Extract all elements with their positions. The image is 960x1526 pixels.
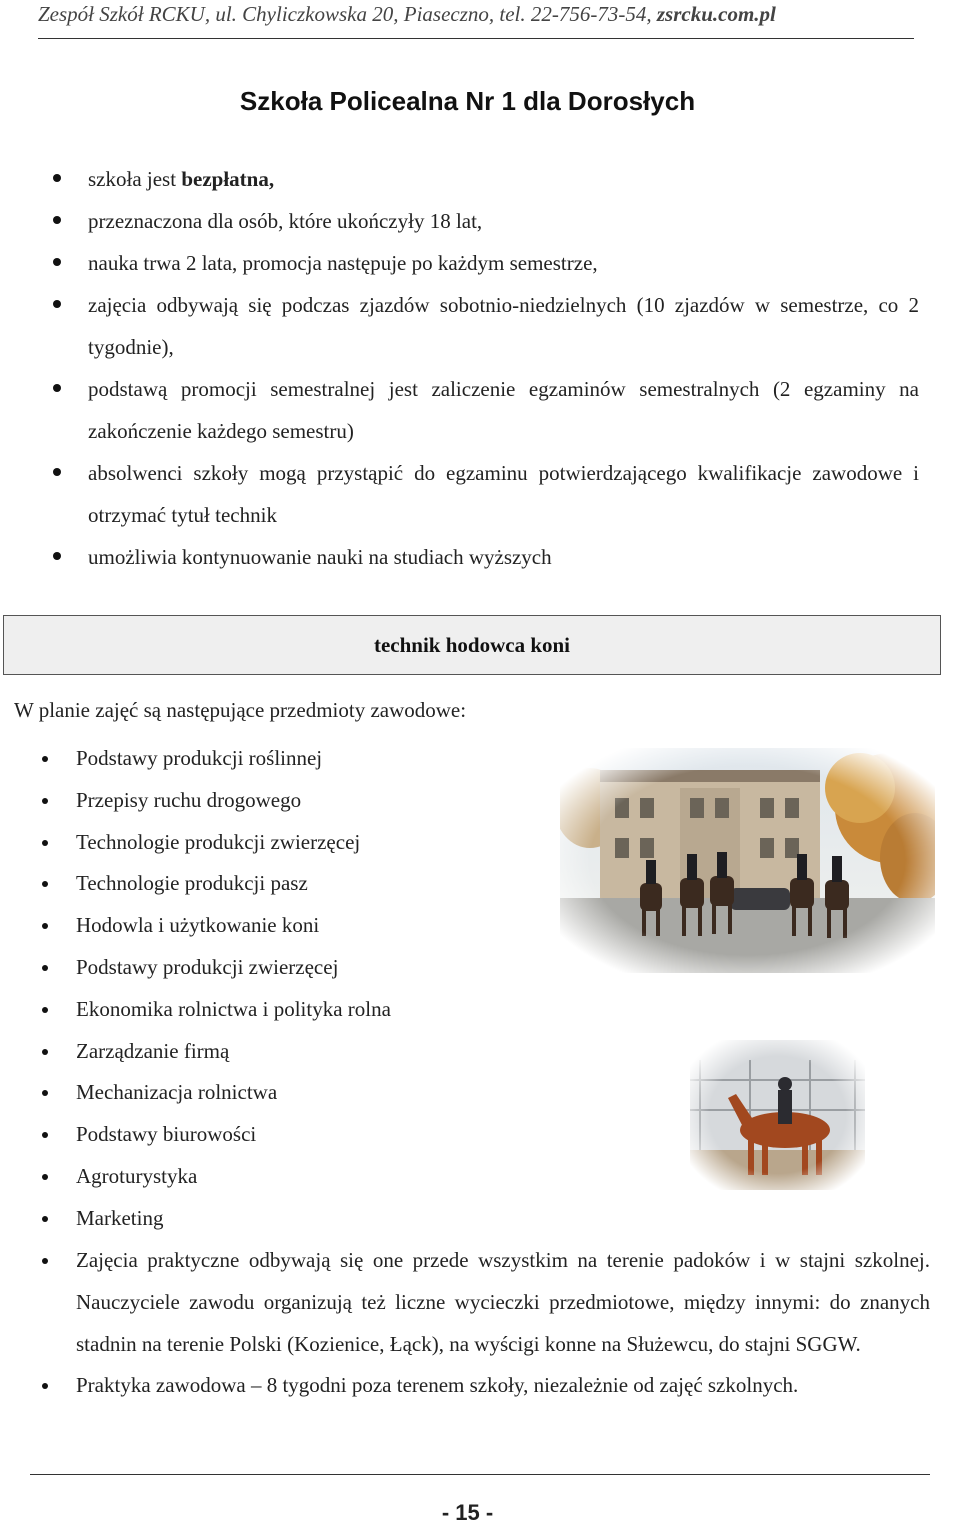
- subject-item: Podstawy produkcji zwierzęcej: [76, 947, 391, 989]
- subject-item: Mechanizacja rolnictwa: [76, 1072, 391, 1114]
- subject-item: Technologie produkcji pasz: [76, 863, 391, 905]
- rider-horse-photo: [690, 1040, 865, 1190]
- section-heading: technik hodowca koni: [3, 615, 941, 675]
- subjects-intro: W planie zajęć są następujące przedmioty zawodowe:: [14, 698, 467, 722]
- subject-item: Zarządzanie firmą: [76, 1031, 391, 1073]
- feature-item: podstawą promocji semestralnej jest zaliczenie egzaminów semestralnych (2 egzaminy na zakończenie każdego semestru): [88, 368, 919, 452]
- header-rule: [38, 38, 914, 39]
- notes-list: [76, 1240, 930, 1407]
- note-item: Zajęcia praktyczne odbywają się one przede wszystkim na terenie padoków i w stajni szkolnej. Nauczyciele zawodu organizują też liczne wycieczki przedmiotowe, między innymi: do znanych stadnin na terenie Polski (Kozienice, Łąck), na wyścigi konne na Służewcu, do stajni SGGW.: [76, 1240, 930, 1365]
- header-contact: Zespół Szkół RCKU, ul. Chyliczkowska 20, Piaseczno, tel. 22-756-73-54,: [38, 2, 657, 26]
- subject-item: Ekonomika rolnictwa i polityka rolna: [76, 989, 391, 1031]
- feature-item: zajęcia odbywają się podczas zjazdów sobotnio-niedzielnych (10 zjazdów w semestrze, co 2 tygodnie),: [88, 284, 919, 368]
- features-list: [88, 158, 919, 578]
- feature-item: przeznaczona dla osób, które ukończyły 18 lat,: [88, 200, 919, 242]
- footer-rule: [30, 1474, 930, 1475]
- feature-item: szkoła jest bezpłatna,: [88, 158, 919, 200]
- subject-item: Technologie produkcji zwierzęcej: [76, 822, 391, 864]
- feature-item: umożliwia kontynuowanie nauki na studiach wyższych: [88, 536, 919, 578]
- subject-item: Agroturystyka: [76, 1156, 391, 1198]
- subject-item: Hodowla i użytkowanie koni: [76, 905, 391, 947]
- subject-item: Podstawy biurowości: [76, 1114, 391, 1156]
- feature-item: absolwenci szkoły mogą przystąpić do egzaminu potwierdzającego kwalifikacje zawodowe i otrzymać tytuł technik: [88, 452, 919, 536]
- page-header: [38, 2, 938, 27]
- subject-item: Podstawy produkcji roślinnej: [76, 738, 391, 780]
- subject-item: Marketing: [76, 1198, 391, 1240]
- subjects-list: [76, 738, 391, 1240]
- header-site: zsrcku.com.pl: [656, 2, 776, 26]
- page-number: - 15 -: [441, 1500, 494, 1525]
- page-title: Szkoła Policealna Nr 1 dla Dorosłych: [239, 86, 696, 116]
- subject-item: Przepisy ruchu drogowego: [76, 780, 391, 822]
- school-riders-photo: [560, 748, 935, 973]
- feature-item: nauka trwa 2 lata, promocja następuje po każdym semestrze,: [88, 242, 919, 284]
- note-item: Praktyka zawodowa – 8 tygodni poza terenem szkoły, niezależnie od zajęć szkolnych.: [76, 1365, 930, 1407]
